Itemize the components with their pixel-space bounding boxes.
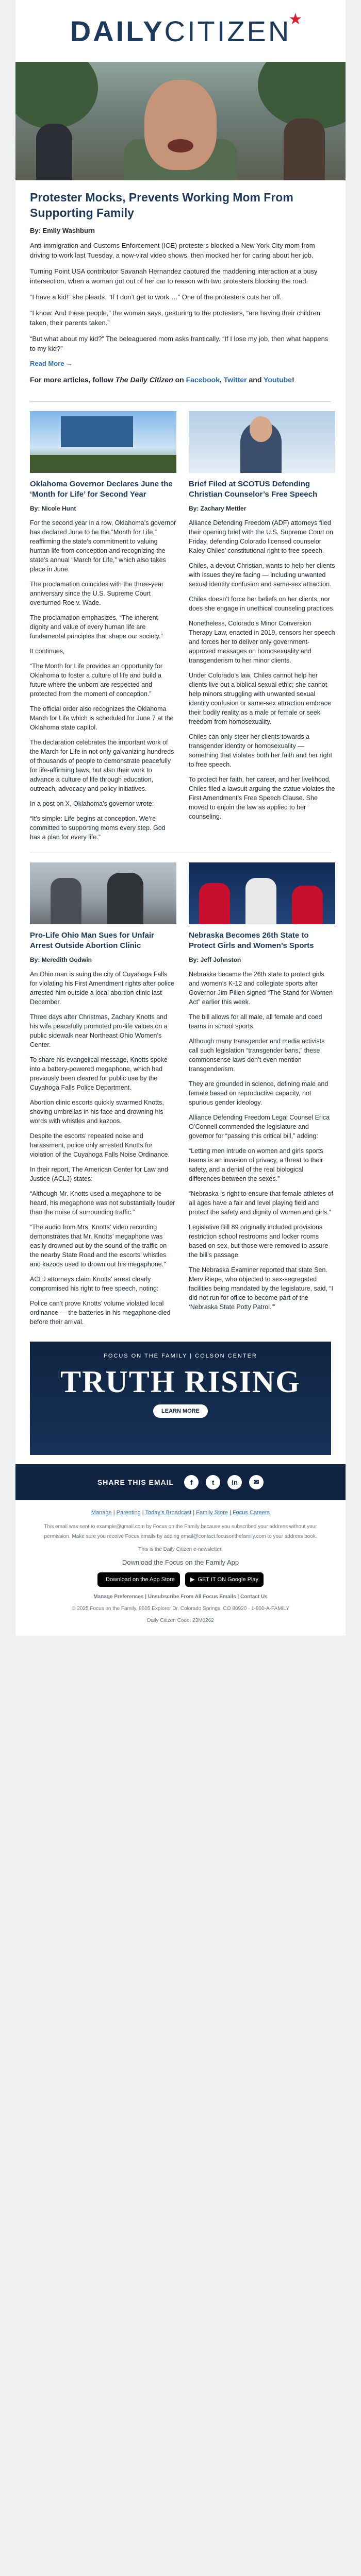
follow-comma: , <box>219 376 224 384</box>
article-paragraph: ACLJ attorneys claim Knotts’ arrest clearly compromised his right to free speech, noting: <box>30 1276 159 1292</box>
article-paragraph: The official order also recognizes the Oklahoma March for Life which is scheduled for June 7 at the Oklahoma state capitol. <box>30 705 174 731</box>
lead-paragraph: Anti-immigration and Customs Enforcement (ICE) protesters blocked a New York City mom from driving to work last Tuesday, a now-viral video shows, then mocked her for caring about her job. <box>30 242 315 259</box>
footer-link-careers[interactable]: Focus Careers <box>232 1510 270 1516</box>
article-paragraph: In their report, The American Center for Law and Justice (ACLJ) states: <box>30 1166 168 1182</box>
footer-separator: | <box>111 1510 117 1516</box>
article-row <box>15 862 346 1332</box>
follow-pub: The Daily Citizen <box>115 376 173 384</box>
article-paragraph: Although many transgender and media activists call such legislation “transgender bans,” these commonsense laws don’t even mention transgenderism. <box>189 1038 325 1073</box>
article-byline: By: Meredith Godwin <box>30 956 92 963</box>
footer-newsletter: This is the Daily Citizen e-newsletter. <box>138 1547 223 1552</box>
email-container <box>15 0 346 1636</box>
google-play-badge[interactable] <box>185 1572 264 1587</box>
article-card-nebraska <box>189 862 335 1332</box>
play-icon: ▶ <box>190 1577 195 1583</box>
article-paragraph: The proclamation coincides with the three-year anniversary since the U.S. Supreme Court overturned Roe v. Wade. <box>30 581 164 606</box>
article-paragraph: Abortion clinic escorts quickly swarmed Knotts, shoving umbrellas in his face and drowning his words with whistles and kazoos. <box>30 1099 164 1125</box>
footer-code: Daily Citizen Code: 23M0262 <box>147 1618 214 1623</box>
google-play-label: GET IT ON Google Play <box>198 1577 258 1583</box>
article-card-ohio <box>30 862 176 1332</box>
learn-more-button[interactable]: LEARN MORE <box>153 1404 208 1418</box>
star-icon: ★ <box>288 10 305 28</box>
article-paragraph: The declaration celebrates the important work of the March for Life in not only galvanizing hundreds of thousands of people to demonstrate peacefully for life-affirming laws, but also their work to advance a culture of life through education, outreach, advocacy and policy initiatives. <box>30 739 174 792</box>
article-thumbnail[interactable] <box>189 411 335 473</box>
lead-title[interactable]: Protester Mocks, Prevents Working Mom From Supporting Family <box>30 191 293 219</box>
daily-citizen-logo[interactable] <box>70 10 305 48</box>
footer-separator: | <box>140 1510 145 1516</box>
hero-image[interactable] <box>15 62 346 180</box>
logo-citizen: CITIZEN <box>164 14 291 47</box>
read-more-link[interactable]: Read More → <box>30 360 73 367</box>
article-paragraph: Police can’t prove Knotts’ volume violated local ordinance — the batteries in his megaphone died before their arrival. <box>30 1300 171 1326</box>
article-card-oklahoma <box>30 411 176 848</box>
article-thumbnail[interactable] <box>189 862 335 924</box>
footer-link-parenting[interactable]: Parenting <box>116 1510 141 1516</box>
footer-link-store[interactable]: Family Store <box>196 1510 228 1516</box>
footer-links <box>36 1509 325 1517</box>
article-paragraph: Three days after Christmas, Zachary Knotts and his wife peacefully promoted pro-life values on a public sidewalk near Northeast Ohio Women’s Center. <box>30 1013 168 1048</box>
article-paragraph: The proclamation emphasizes, “The inherent dignity and value of every human life are fundamental principles that shape our society.” <box>30 614 163 640</box>
linkedin-icon[interactable]: in <box>227 1475 242 1489</box>
article-paragraph: Chiles doesn’t force her beliefs on her clients, nor does she engage in unethical counseling practices. <box>189 596 335 612</box>
share-bar <box>15 1464 346 1500</box>
footer-manage[interactable]: Manage Preferences | Unsubscribe From All Focus Emails | Contact Us <box>93 1594 268 1600</box>
truth-rising-ad[interactable] <box>30 1342 331 1455</box>
masthead <box>15 0 346 62</box>
logo-daily: DAILY <box>70 14 165 47</box>
article-paragraph: “Nebraska is right to ensure that female athletes of all ages have a fair and level playing field and protect the safety and dignity of women and girls.” <box>189 1190 334 1216</box>
article-paragraph: In a post on X, Oklahoma’s governor wrote: <box>30 800 154 807</box>
article-paragraph: Chiles can only steer her clients towards a transgender identity or homosexuality — something that violates both her faith and her right to free speech. <box>189 733 332 768</box>
app-badges <box>36 1572 325 1587</box>
article-paragraph: It continues, <box>30 648 65 655</box>
lead-paragraph: “But what about my kid?” The beleaguered mom asks frantically. “If I lose my job, then what happens to my kid?” <box>30 335 329 352</box>
article-paragraph: “The Month for Life provides an opportunity for Oklahoma to foster a culture of life and build a future where the unborn are respected and protected from the moment of conception.” <box>30 663 163 698</box>
lead-byline: By: Emily Washburn <box>30 227 95 234</box>
lead-article <box>15 180 346 396</box>
article-title[interactable]: Oklahoma Governor Declares June the ‘Month for Life’ for Second Year <box>30 480 173 499</box>
article-paragraph: The Nebraska Examiner reported that state Sen. Merv Riepe, who objected to sex-segregated facilities being mandated by the legislature, said, “I did not run for office to become part of the ‘Nebraska State Potty Patrol.’” <box>189 1266 334 1311</box>
twitter-link[interactable]: Twitter <box>223 376 247 384</box>
article-card-scotus <box>189 411 335 848</box>
article-byline: By: Jeff Johnston <box>189 956 241 963</box>
article-paragraph: Alliance Defending Freedom Legal Counsel Erica O’Connell commended the legislature and governor for “passing this critical bill,” adding: <box>189 1114 330 1140</box>
article-row <box>15 411 346 848</box>
article-title[interactable]: Pro-Life Ohio Man Sues for Unfair Arrest Outside Abortion Clinic <box>30 931 154 950</box>
article-byline: By: Nicole Hunt <box>30 505 76 512</box>
article-paragraph: An Ohio man is suing the city of Cuyahoga Falls for violating his First Amendment rights after police arrested him outside a local abortion clinic last December. <box>30 971 174 1006</box>
article-title[interactable]: Nebraska Becomes 26th State to Protect Girls and Women’s Sports <box>189 931 314 950</box>
article-title[interactable]: Brief Filed at SCOTUS Defending Christian Counselor’s Free Speech <box>189 480 318 499</box>
ad-brandrow: FOCUS ON THE FAMILY | COLSON CENTER <box>104 1353 257 1359</box>
footer <box>15 1500 346 1636</box>
lead-paragraph: Turning Point USA contributor Savanah Hernandez captured the maddening interaction at a busy intersection, when a woman got out of her car to reason with two protesters blocking the road. <box>30 267 318 285</box>
article-paragraph: Nebraska became the 26th state to protect girls and women’s K-12 and collegiate sports after Governor Jim Pillen signed “The Stand for Women Act” earlier this week. <box>189 971 333 1006</box>
app-store-label: Download on the App Store <box>106 1577 175 1583</box>
article-paragraph: “Letting men intrude on women and girls sports teams is an invasion of privacy, a threat to their safety, and a denial of the real biological differences between the sexes.” <box>189 1147 323 1182</box>
article-paragraph: They are grounded in science, defining male and female based on reproductive capacity, not spurious gender ideology. <box>189 1080 329 1106</box>
footer-separator: | <box>227 1510 233 1516</box>
email-icon[interactable]: ✉ <box>249 1475 264 1489</box>
footer-separator: | <box>191 1510 196 1516</box>
follow-end: ! <box>292 376 294 384</box>
app-store-badge[interactable] <box>97 1572 180 1587</box>
follow-line <box>30 376 331 384</box>
article-paragraph: To protect her faith, her career, and her livelihood, Chiles filed a lawsuit arguing the statue violates the First Amendment’s Free Speech Clause. She moved to enjoin the law as applied to her counseling. <box>189 776 335 820</box>
article-paragraph: “It’s simple: Life begins at conception. We’re committed to supporting moms every step. God has a plan for every life.” <box>30 815 166 841</box>
article-thumbnail[interactable] <box>30 411 176 473</box>
article-paragraph: Despite the escorts’ repeated noise and harassment, police only arrested Knotts for violation of the Cuyahoga Falls Noise Ordinance. <box>30 1132 170 1158</box>
article-paragraph: Chiles, a devout Christian, wants to help her clients with issues they’re facing — including unwanted sexual identity confusion and same-sex attraction. <box>189 562 335 588</box>
facebook-icon[interactable]: f <box>184 1475 199 1489</box>
footer-download: Download the Focus on the Family App <box>122 1558 239 1566</box>
facebook-link[interactable]: Facebook <box>186 376 220 384</box>
article-paragraph: “The audio from Mrs. Knotts’ video recording demonstrates that Mr. Knotts’ megaphone was easily drowned out by the sound of the traffic on the nearby State Road and the escorts’ whistles and kazoos used to drown out his megaphone.” <box>30 1224 167 1268</box>
article-paragraph: To share his evangelical message, Knotts spoke into a battery-powered megaphone, which had previously been cleared for public use by the Cuyahoga Falls Police Department. <box>30 1056 168 1091</box>
footer-notice: This email was sent to example@gmail.com by Focus on the Family because you subscribed your address without your permission. Make sure you receive Focus emails by adding email@contact.focusonthefamily.com to your address book. <box>44 1524 317 1539</box>
follow-prefix: For more articles, follow <box>30 376 116 384</box>
article-paragraph: The bill allows for all male, all female and coed teams in school sports. <box>189 1013 322 1030</box>
article-paragraph: Legislative Bill 89 originally included provisions restriction school restrooms and locker rooms based on sex, but those were removed to assure the bill’s passage. <box>189 1224 329 1259</box>
share-label: SHARE THIS EMAIL <box>97 1478 174 1486</box>
youtube-link[interactable]: Youtube <box>264 376 292 384</box>
lead-paragraph: “I know. And these people,” the woman says, gesturing to the protesters, “are having their children taken, their parents taken.” <box>30 309 320 327</box>
article-paragraph: “Although Mr. Knotts used a megaphone to be heard, his megaphone was not substantially louder than the noise of surrounding traffic.” <box>30 1190 175 1216</box>
lead-paragraph: “I have a kid!” she pleads. “If I don’t get to work …” One of the protesters cuts her off. <box>30 293 282 301</box>
follow-on: on <box>173 376 186 384</box>
footer-link-manage[interactable]: Manage <box>91 1510 112 1516</box>
follow-and: and <box>247 376 264 384</box>
article-byline: By: Zachary Mettler <box>189 505 247 512</box>
article-paragraph: Under Colorado’s law, Chiles cannot help her clients live out a biblical sexual ethic; she cannot help minors struggling with unwanted sexual identity confusion or same-sex attraction embrace their bodily reality as a male or female or seek freedom from homosexuality. <box>189 672 331 725</box>
ad-headline: TRUTH RISING <box>60 1365 301 1399</box>
footer-copyright: © 2025 Focus on the Family, 8605 Explorer Dr. Colorado Springs, CO 80920 · 1-800-A-FAMILY <box>72 1606 289 1612</box>
twitter-icon[interactable]: t <box>206 1475 220 1489</box>
article-thumbnail[interactable] <box>30 862 176 924</box>
footer-link-broadcast[interactable]: Today’s Broadcast <box>145 1510 192 1516</box>
article-paragraph: Nonetheless, Colorado’s Minor Conversion Therapy Law, enacted in 2019, censors her speech and forces her to deliver only government-approved messages on homosexuality and transgenderism to her minor clients. <box>189 620 335 664</box>
article-paragraph: Alliance Defending Freedom (ADF) attorneys filed their opening brief with the U.S. Supreme Court on Friday, defending Colorado licensed counselor Kaley Chiles’ constitutional right to free speech. <box>189 519 334 554</box>
article-paragraph: For the second year in a row, Oklahoma’s governor has declared June to be the “Month for Life,” reaffirming the state’s commitment to valuing human life from conception and recognizing the state’s annual “March for Life,” which also takes place in June. <box>30 519 176 573</box>
divider <box>30 401 331 402</box>
